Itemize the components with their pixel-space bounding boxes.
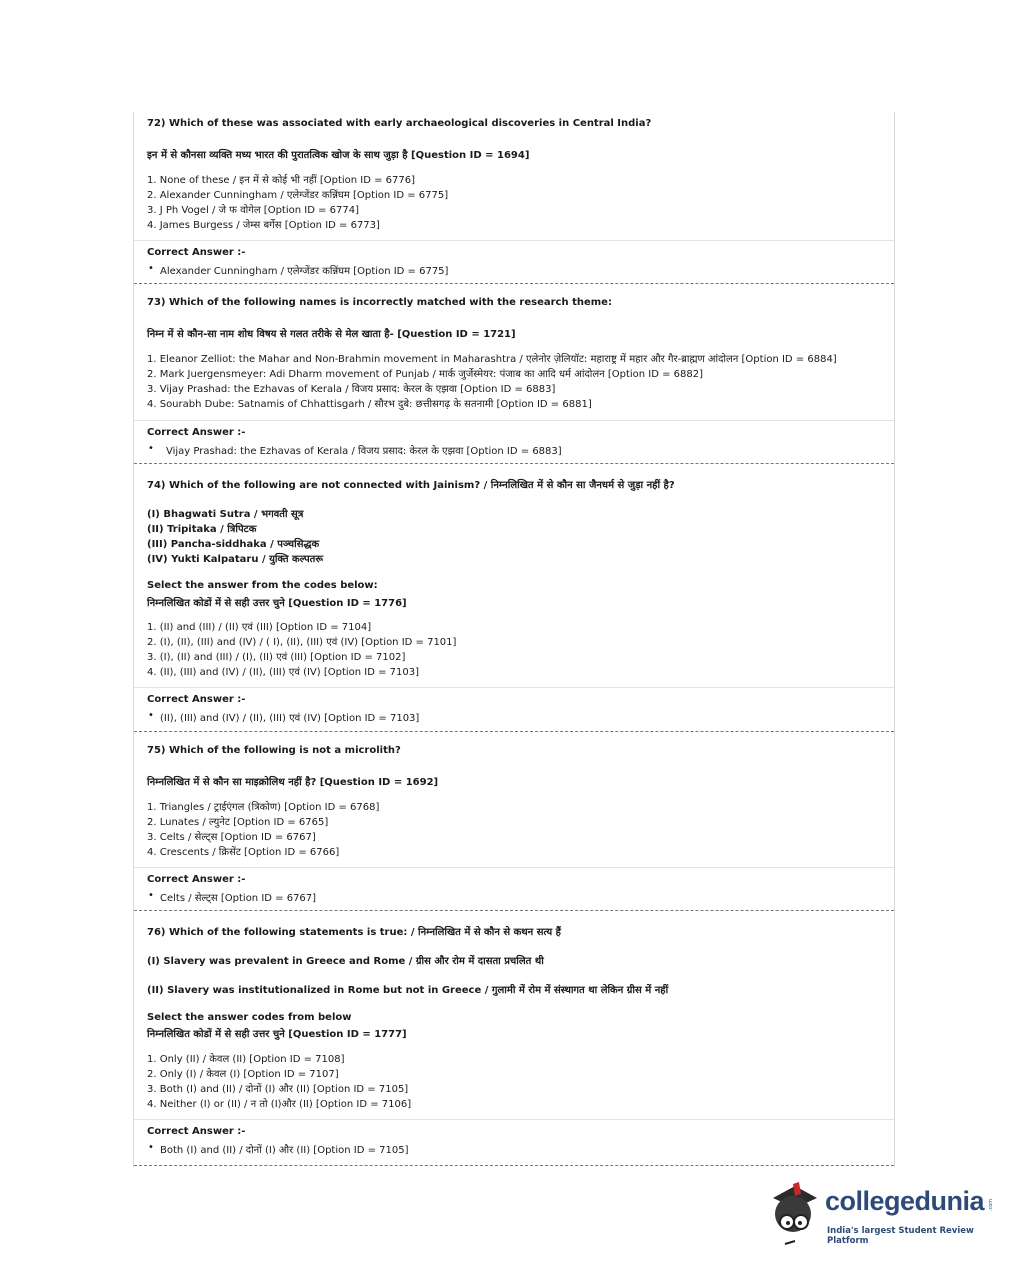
- question-hindi: निम्नलिखित कोडों में से सही उत्तर चुने [Question ID = 1776]: [147, 598, 407, 609]
- option: 4. Sourabh Dube: Satnamis of Chhattisgarh / सौरभ दुबे: छत्तीसगढ़ के सतनामी [Option ID = 6881]: [147, 399, 592, 410]
- statement: (IV) Yukti Kalpataru / युक्ति कल्पतरू: [147, 554, 324, 565]
- option: 3. J Ph Vogel / जे फ वोगेल [Option ID = 6774]: [147, 205, 359, 216]
- answer-label: Correct Answer :-: [147, 427, 246, 438]
- option: 1. None of these / इन में से कोई भी नहीं [Option ID = 6776]: [147, 175, 416, 186]
- select-instruction: Select the answer from the codes below:: [147, 580, 378, 591]
- bullet-icon: •: [148, 890, 154, 901]
- question-title: 73) Which of the following names is incorrectly matched with the research theme:: [147, 297, 612, 308]
- question-74: [134, 464, 894, 732]
- mascot-icon: [765, 1180, 823, 1250]
- option: 4. James Burgess / जेम्स बर्गेस [Option ID = 6773]: [147, 220, 380, 231]
- correct-answer: Alexander Cunningham / एलेग्जेंडर कन्निंघम [Option ID = 6775]: [160, 266, 449, 277]
- bullet-icon: •: [148, 710, 154, 721]
- question-title: 74) Which of the following are not connected with Jainism? / निम्नलिखित में से कौन सा जैनधर्म से जुड़ा नहीं है?: [147, 480, 675, 491]
- option: 1. Eleanor Zelliot: the Mahar and Non-Brahmin movement in Maharashtra / एलेनोर ज़ेलियॉट: महाराष्ट्र में महार और गैर-ब्राह्मण आंदोलन [Option ID = 6884]: [147, 354, 837, 365]
- option: 3. (I), (II) and (III) / (I), (II) एवं (III) [Option ID = 7102]: [147, 652, 406, 663]
- answer-label: Correct Answer :-: [147, 247, 246, 258]
- logo-dotcom: .com: [988, 1198, 995, 1212]
- option: 2. Mark Juergensmeyer: Adi Dharm movement of Punjab / मार्क जुर्जेस्मेयर: पंजाब का आदि धर्म आंदोलन [Option ID = 6882]: [147, 369, 704, 380]
- question-hindi: निम्नलिखित कोडों में से सही उत्तर चुने [Question ID = 1777]: [147, 1029, 407, 1040]
- option: 1. Only (II) / केवल (II) [Option ID = 7108]: [147, 1054, 345, 1065]
- option: 3. Vijay Prashad: the Ezhavas of Kerala / विजय प्रसाद: केरल के एझवा [Option ID = 6883]: [147, 384, 556, 395]
- answer-section: [134, 240, 894, 284]
- option: 2. (I), (II), (III) and (IV) / ( I), (II), (III) एवं (IV) [Option ID = 7101]: [147, 637, 457, 648]
- option: 4. (II), (III) and (IV) / (II), (III) एवं (IV) [Option ID = 7103]: [147, 667, 420, 678]
- option: 1. Triangles / ट्राईएंगल (त्रिकोण) [Option ID = 6768]: [147, 802, 380, 813]
- question-hindi: इन में से कौनसा व्यक्ति मध्य भारत की पुरातत्विक खोज के साथ जुड़ा है [Question ID = 1694]: [147, 150, 530, 161]
- question-title: 72) Which of these was associated with early archaeological discoveries in Central India?: [147, 118, 652, 129]
- statement: (I) Bhagwati Sutra / भगवती सूत्र: [147, 509, 304, 520]
- question-title: 76) Which of the following statements is true: / निम्नलिखित में से कौन से कथन सत्य हैं: [147, 927, 561, 938]
- bullet-icon: •: [148, 443, 154, 454]
- question-75: [134, 732, 894, 911]
- answer-section: [134, 687, 894, 732]
- option: 1. (II) and (III) / (II) एवं (III) [Option ID = 7104]: [147, 622, 372, 633]
- question-73: [134, 284, 894, 464]
- option: 2. Lunates / ल्युनेट [Option ID = 6765]: [147, 817, 329, 828]
- option: 3. Celts / सेल्ट्स [Option ID = 6767]: [147, 832, 316, 843]
- question-hindi: निम्नलिखित में से कौन सा माइक्रोलिथ नहीं है? [Question ID = 1692]: [147, 777, 439, 788]
- option: 2. Alexander Cunningham / एलेग्जेंडर कन्निंघम [Option ID = 6775]: [147, 190, 449, 201]
- select-instruction: Select the answer codes from below: [147, 1012, 352, 1023]
- correct-answer: Vijay Prashad: the Ezhavas of Kerala / विजय प्रसाद: केरल के एझवा [Option ID = 6883]: [166, 446, 562, 457]
- option: 2. Only (I) / केवल (I) [Option ID = 7107]: [147, 1069, 339, 1080]
- answer-section: [134, 1119, 894, 1166]
- statement: (II) Slavery was institutionalized in Rome but not in Greece / गुलामी में रोम में संस्थागत था लेकिन ग्रीस में नहीं: [147, 985, 669, 996]
- logo-wordmark: collegedunia: [825, 1186, 985, 1216]
- bullet-icon: •: [148, 1142, 154, 1153]
- question-hindi: निम्न में से कौन-सा नाम शोध विषय से गलत तरीके से मेल खाता है- [Question ID = 1721]: [147, 329, 516, 340]
- question-title: 75) Which of the following is not a microlith?: [147, 745, 401, 756]
- answer-label: Correct Answer :-: [147, 1126, 246, 1137]
- correct-answer: Celts / सेल्ट्स [Option ID = 6767]: [160, 893, 317, 904]
- correct-answer: Both (I) and (II) / दोनों (I) और (II) [Option ID = 7105]: [160, 1145, 409, 1156]
- question-76: [134, 911, 894, 1166]
- option: 4. Neither (I) or (II) / न तो (I)और (II) [Option ID = 7106]: [147, 1099, 412, 1110]
- question-paper: [133, 112, 895, 1167]
- correct-answer: (II), (III) and (IV) / (II), (III) एवं (IV) [Option ID = 7103]: [160, 713, 420, 724]
- bullet-icon: •: [148, 263, 154, 274]
- logo-tagline: India's largest Student Review Platform: [827, 1226, 974, 1246]
- statement: (II) Tripitaka / त्रिपिटक: [147, 524, 257, 535]
- collegedunia-logo: [765, 1180, 995, 1250]
- option: 3. Both (I) and (II) / दोनों (I) और (II) [Option ID = 7105]: [147, 1084, 409, 1095]
- question-72: [134, 112, 894, 284]
- statement: (III) Pancha-siddhaka / पञ्चसिद्धक: [147, 539, 320, 550]
- answer-label: Correct Answer :-: [147, 874, 246, 885]
- answer-section: [134, 867, 894, 911]
- option: 4. Crescents / क्रिसेंट [Option ID = 6766]: [147, 847, 340, 858]
- answer-label: Correct Answer :-: [147, 694, 246, 705]
- statement: (I) Slavery was prevalent in Greece and Rome / ग्रीस और रोम में दासता प्रचलित थी: [147, 956, 544, 967]
- answer-section: [134, 420, 894, 464]
